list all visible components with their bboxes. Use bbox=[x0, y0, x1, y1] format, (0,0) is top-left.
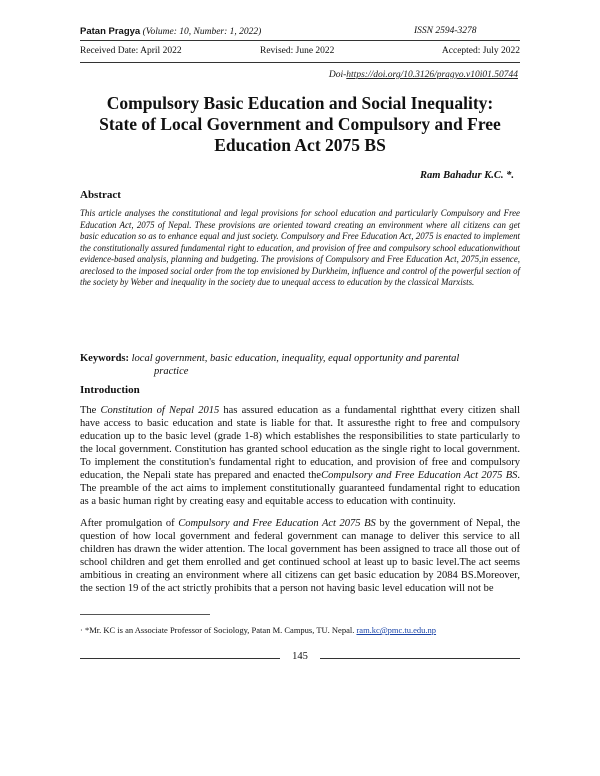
p1-text: The bbox=[80, 405, 101, 416]
abstract-heading: Abstract bbox=[80, 189, 121, 201]
doi bbox=[329, 70, 518, 80]
keywords-text: local government, basic education, inequality, equal opportunity and parental bbox=[131, 353, 460, 364]
p1-italic: Compulsory and Free Education Act 2075 BS bbox=[321, 470, 518, 481]
paragraph-2 bbox=[80, 517, 520, 595]
journal-header bbox=[80, 26, 520, 37]
doi-label: Doi- bbox=[328, 70, 347, 80]
keywords bbox=[80, 352, 520, 377]
keywords-text-continued: practice bbox=[154, 366, 189, 377]
title-line: Education Act 2075 BS bbox=[214, 135, 386, 155]
footnote-rule bbox=[80, 614, 210, 615]
page-number-rule-left bbox=[80, 658, 280, 659]
p1-italic: Constitution of Nepal 2015 bbox=[100, 405, 220, 416]
keywords-label: Keywords: bbox=[80, 353, 129, 364]
journal-volume: (Volume: 10, Number: 1, 2022) bbox=[142, 27, 262, 37]
issn: ISSN 2594-3278 bbox=[414, 26, 477, 36]
journal-name: Patan Pragya bbox=[80, 26, 141, 37]
p1-text: . The preamble of the act aims to implement constitutionally guaranteed fundamental right to education as a basic human right by creating easy and equitable access to education with continuity. bbox=[80, 470, 520, 507]
p1-text: has assured education as a fundamental rightthat every citizen shall have access to basic education and state is liable for that. It assuresthe right to free and compulsory education up to the basic level (grade 1-8) which establishes the responsibilities to state particularly to the local government. Constitution has granted school education as the single right to local government. To implement the constitution's fundamental right to education, and provision of free and compulsory education, the Nepali state has prepared and enacted the bbox=[80, 405, 520, 481]
header-rule-bottom bbox=[80, 62, 520, 63]
dates-row bbox=[80, 46, 520, 56]
abstract-text: This article analyses the constitutional and legal provisions for school education and particularly Compulsory and Free Education Act, 2075 of Nepal. These provisions are oriented toward creating an environment where all citizens can get basic education so as to enhance equal and just society. Compulsory and Free Education Act, 2075 is enacted to implement the constitutionally assured fundamental right to education, and provision of free and compulsory school educationwithout evidence-based analysis, planning and budgeting. The provisions of Compulsory and Free Education Act, 2075,in essence, areclosed to the imposed social order from the top envisioned by Durkheim, influence and control of the powerful section of the society by Weber and inequality in the society due to unequal access to education by the classical Marxists. bbox=[80, 208, 520, 287]
title-line: State of Local Government and Compulsory and Free bbox=[99, 114, 501, 134]
footnote bbox=[80, 625, 436, 635]
article-title bbox=[80, 93, 520, 156]
footnote-email-link[interactable]: ram.kc@pmc.tu.edu.np bbox=[356, 625, 437, 635]
p2-italic: Compulsory and Free Education Act 2075 BS bbox=[178, 518, 376, 529]
paragraph-1 bbox=[80, 404, 520, 508]
revised-date: Revised: June 2022 bbox=[260, 46, 335, 56]
page-number-rule-right bbox=[320, 658, 520, 659]
p2-text: by the government of Nepal, the question of how local government and federal government can manage to deliver this service to all children has drawn the wider attention. The local government has been assigned to trace all those out of school children and get them enrolled and get continued school at least up to basic level.The act seems ambitious in creating an environment where all citizens can get basic education by 2084 BS.Moreover, the section 19 of the act strictly prohibits that a person not having basic level education will not be bbox=[80, 518, 520, 594]
doi-link[interactable]: https://doi.org/10.3126/pragyo.v10i01.50744 bbox=[346, 70, 518, 80]
accepted-date: Accepted: July 2022 bbox=[441, 46, 520, 56]
received-date: Received Date: April 2022 bbox=[80, 46, 182, 56]
header-rule-top bbox=[80, 40, 520, 41]
introduction-heading: Introduction bbox=[80, 384, 140, 396]
title-line: Compulsory Basic Education and Social Inequality: bbox=[106, 93, 494, 113]
page-number: 145 bbox=[292, 651, 308, 662]
footnote-text: · *Mr. KC is an Associate Professor of Sociology, Patan M. Campus, TU. Nepal. bbox=[80, 625, 357, 635]
author: Ram Bahadur K.C. *. bbox=[420, 170, 514, 181]
p2-text: After promulgation of bbox=[80, 518, 179, 529]
